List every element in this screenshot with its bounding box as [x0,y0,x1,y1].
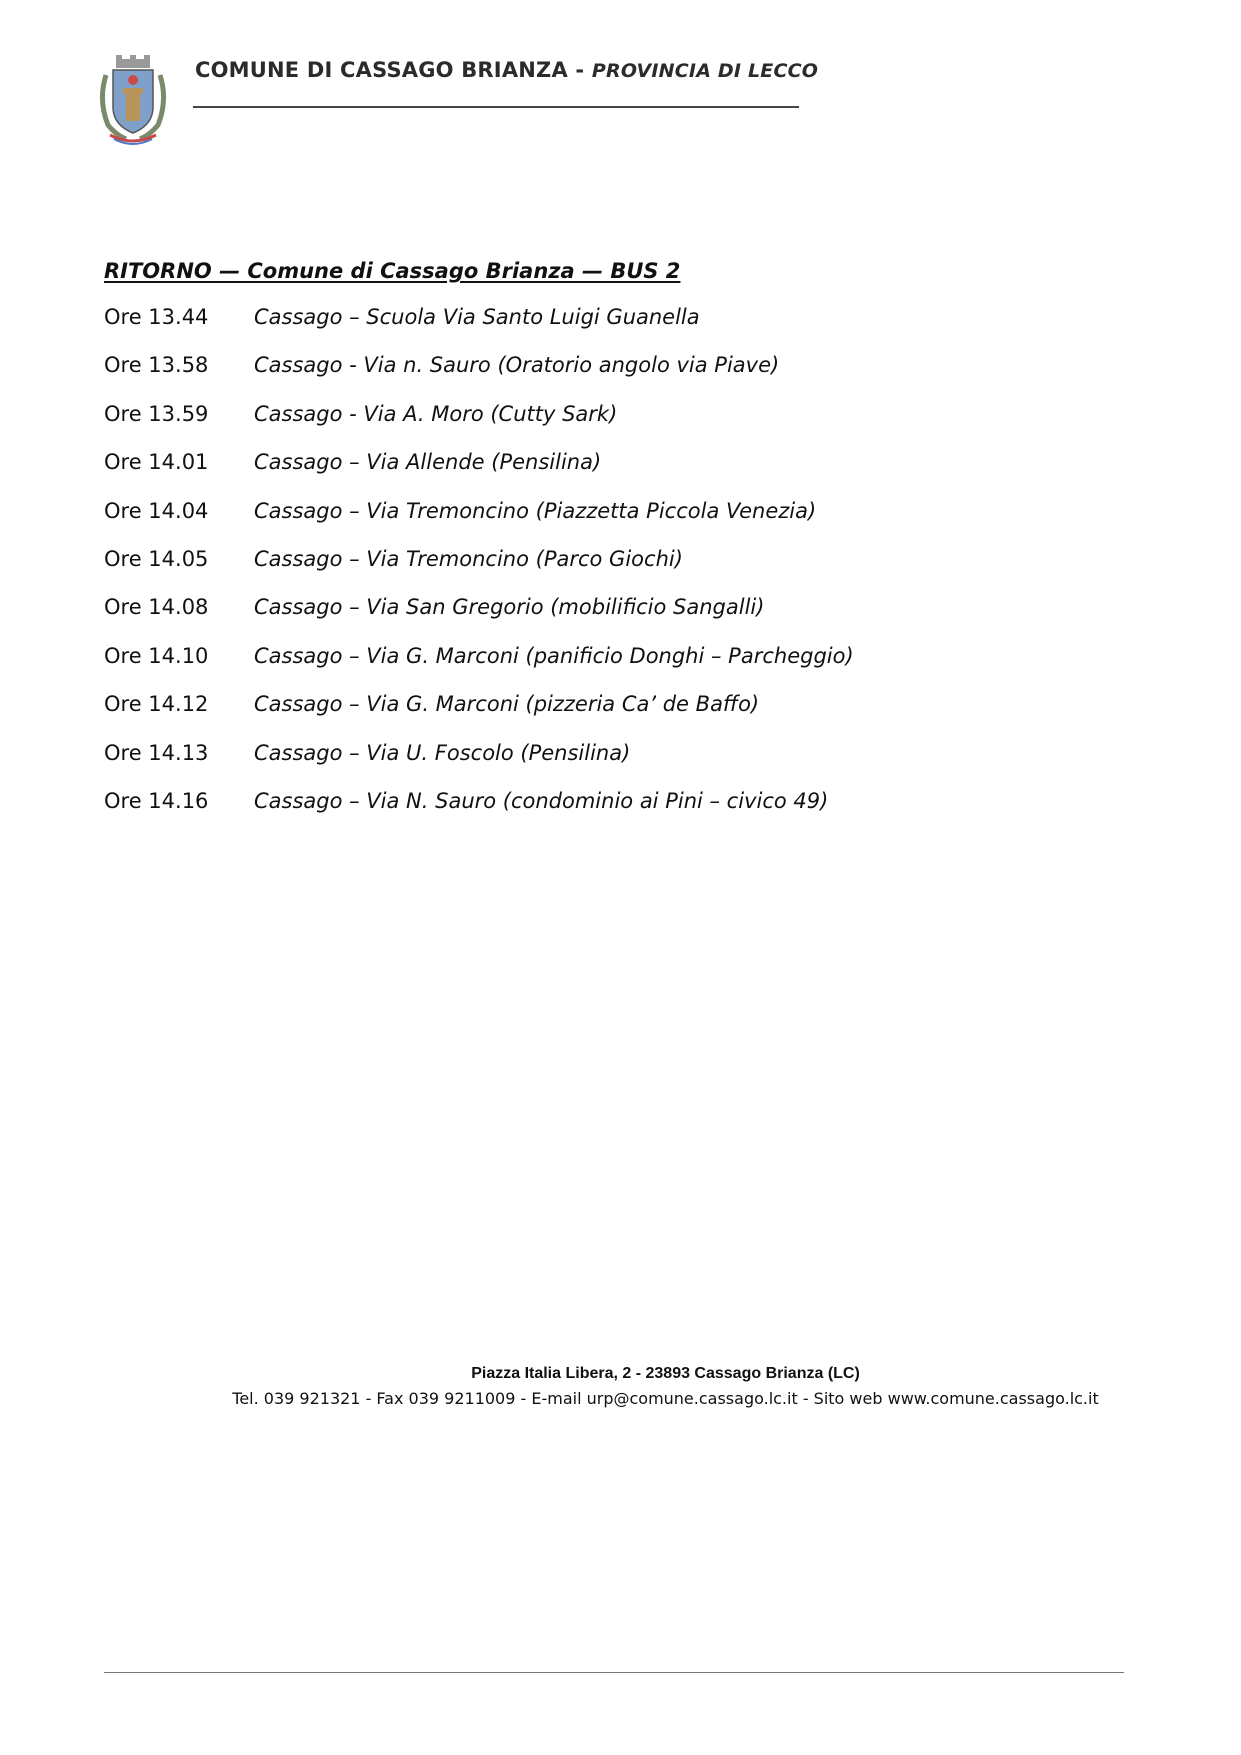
schedule-time: Ore 14.05 [104,546,209,571]
footer-divider [104,1672,1124,1673]
province-name: PROVINCIA DI LECCO [591,60,819,82]
schedule-stop: Cassago - Via n. Sauro (Oratorio angolo via Piave) [254,353,780,378]
header-divider [193,106,799,108]
footer-contacts: Tel. 039 921321 - Fax 039 9211009 - E-mail urp@comune.cassago.lc.it - Sito web www.comune.cassago.lc.it [232,1389,1099,1408]
schedule-time: Ore 14.16 [104,788,209,813]
schedule-row [104,305,1004,353]
schedule-stop: Cassago – Via G. Marconi (pizzeria Ca’ de Baffo) [254,692,760,717]
schedule-time: Ore 13.44 [104,305,209,329]
schedule-time: Ore 14.01 [104,450,209,475]
schedule-stop: Cassago – Via G. Marconi (panificio Donghi – Parcheggio) [254,643,854,668]
schedule-list [104,305,1004,837]
schedule-time: Ore 14.13 [104,740,209,765]
schedule-time: Ore 13.58 [104,353,209,378]
schedule-row [104,644,1004,692]
schedule-stop: Cassago – Via U. Foscolo (Pensilina) [254,740,631,765]
municipal-crest-icon [96,55,170,147]
schedule-time: Ore 14.08 [104,595,209,620]
page-header-title [195,58,818,82]
schedule-row [104,741,1004,789]
header-separator: - [567,58,592,82]
schedule-stop: Cassago – Via Tremoncino (Parco Giochi) [254,546,683,571]
schedule-stop: Cassago – Scuola Via Santo Luigi Guanella [254,305,700,329]
schedule-row [104,353,1004,401]
schedule-row [104,595,1004,643]
schedule-row [104,547,1004,595]
schedule-stop: Cassago – Via N. Sauro (condominio ai Pini – civico 49) [254,788,829,813]
schedule-time: Ore 14.12 [104,692,209,717]
schedule-stop: Cassago – Via San Gregorio (mobilificio Sangalli) [254,595,765,620]
municipality-name: COMUNE DI CASSAGO BRIANZA [195,58,568,82]
section-title: RITORNO — Comune di Cassago Brianza — BUS 2 [104,259,681,283]
schedule-row [104,499,1004,547]
schedule-time: Ore 14.10 [104,643,209,668]
schedule-stop: Cassago - Via A. Moro (Cutty Sark) [254,401,618,426]
schedule-row [104,450,1004,498]
schedule-time: Ore 14.04 [104,498,209,523]
schedule-row [104,402,1004,450]
schedule-stop: Cassago – Via Tremoncino (Piazzetta Piccola Venezia) [254,498,817,523]
schedule-row [104,789,1004,837]
schedule-row [104,692,1004,740]
schedule-time: Ore 13.59 [104,401,209,426]
footer-address: Piazza Italia Libera, 2 - 23893 Cassago Brianza (LC) [471,1365,860,1382]
schedule-stop: Cassago – Via Allende (Pensilina) [254,450,602,475]
